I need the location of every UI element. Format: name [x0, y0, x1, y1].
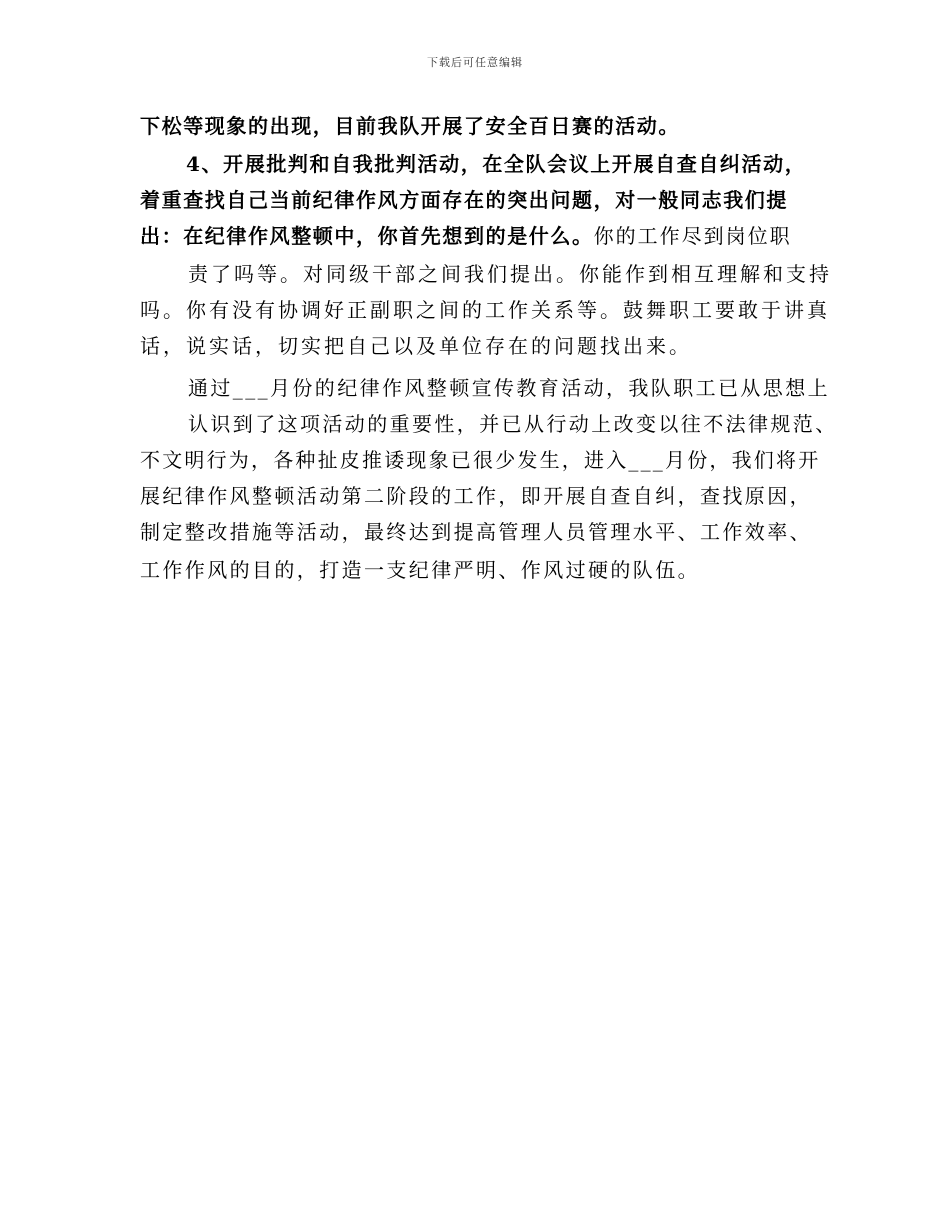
text-line	[140, 292, 830, 328]
text-line	[140, 514, 812, 550]
text-line	[140, 552, 700, 588]
text-line	[140, 442, 820, 478]
text-line	[140, 478, 812, 514]
bold-text: 着重查找自己当前纪律作风方面存在的突出问题，对一般同志我们提	[140, 188, 788, 212]
normal-text: 认识到了这项活动的重要性，并已从行动上改变以往不法律规范、	[188, 412, 838, 436]
normal-text: 话，说实话，切实把自己以及单位存在的问题找出来。	[140, 334, 692, 358]
normal-text: 不文明行为，各种扯皮推诿现象已很少发生，进入___月份，我们将开	[140, 448, 821, 472]
bold-text: 下松等现象的出现，目前我队开展了安全百日赛的活动。	[140, 114, 680, 138]
normal-text: 通过___月份的纪律作风整顿宣传教育活动，我队职工已从思想上	[188, 376, 830, 400]
normal-text: 责了吗等。对同级干部之间我们提出。你能作到相互理解和支持	[188, 262, 832, 286]
text-line	[188, 406, 838, 442]
text-line	[140, 328, 692, 364]
text-line	[188, 370, 830, 406]
normal-text: 制定整改措施等活动，最终达到提高管理人员管理水平、工作效率、	[140, 520, 812, 544]
normal-text: 工作作风的目的，打造一支纪律严明、作风过硬的队伍。	[140, 558, 700, 582]
normal-text: 你的工作尽到岗位职	[593, 224, 792, 248]
page-header: 下载后可任意编辑	[427, 56, 523, 69]
text-line	[188, 256, 832, 292]
normal-text: 展纪律作风整顿活动第二阶段的工作，即开展自查自纠，查找原因，	[140, 484, 812, 508]
text-line	[140, 182, 788, 218]
text-line	[140, 218, 792, 254]
bold-text: 出：在纪律作风整顿中，你首先想到的是什么。	[140, 224, 594, 248]
text-line	[186, 146, 806, 182]
normal-text: 吗。你有没有协调好正副职之间的工作关系等。鼓舞职工要敢于讲真	[140, 298, 830, 322]
text-line	[140, 108, 680, 144]
bold-text: 4、开展批判和自我批判活动，在全队会议上开展自查自纠活动，	[186, 152, 807, 176]
